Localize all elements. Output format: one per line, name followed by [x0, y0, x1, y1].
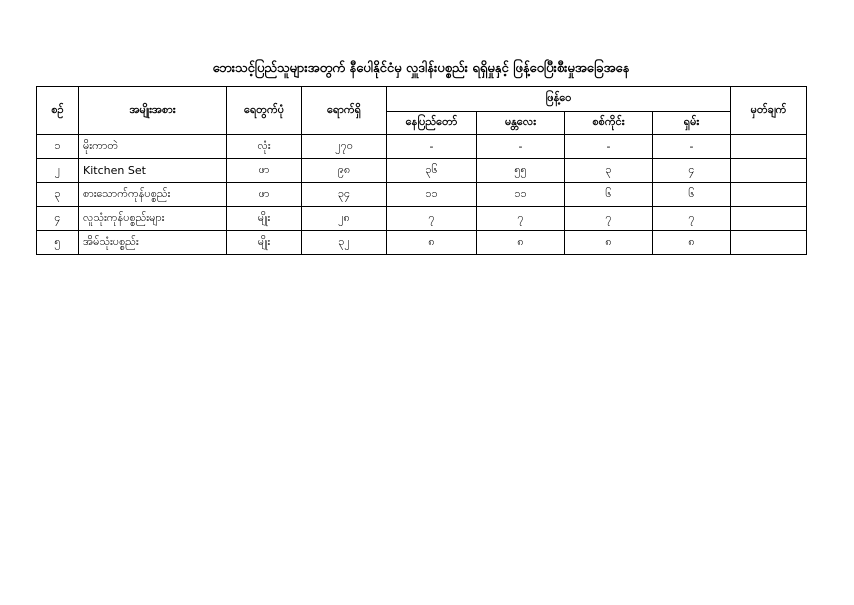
table-row [37, 159, 807, 183]
cell-unit: လုံး [227, 135, 302, 159]
cell-unit: ဖာ [227, 159, 302, 183]
cell-dist-mandalay: ၅၅ [477, 159, 565, 183]
cell-item: စားသောက်ကုန်ပစ္စည်း [79, 183, 227, 207]
cell-item: Kitchen Set [79, 159, 227, 183]
cell-received: ၃၄ [302, 183, 387, 207]
cell-dist-mandalay: ၇ [477, 207, 565, 231]
cell-dist-mandalay: ၁၁ [477, 183, 565, 207]
cell-item: အိမ်သုံးပစ္စည်း [79, 231, 227, 255]
cell-dist-sagaing: ၃ [565, 159, 653, 183]
cell-received: ၂၈ [302, 207, 387, 231]
cell-dist-naypyitaw: ၃၆ [387, 159, 477, 183]
cell-remark [731, 207, 807, 231]
cell-dist-shan: - [653, 135, 731, 159]
cell-remark [731, 183, 807, 207]
table-row [37, 207, 807, 231]
cell-unit: ဖာ [227, 183, 302, 207]
header-region-sagaing: စစ်ကိုင်း [565, 112, 653, 135]
cell-serial: ၃ [37, 183, 79, 207]
cell-serial: ၁ [37, 135, 79, 159]
cell-item: လူသုံးကုန်ပစ္စည်းများ [79, 207, 227, 231]
table-row [37, 231, 807, 255]
table-row [37, 135, 807, 159]
header-remarks: မှတ်ချက် [731, 87, 807, 135]
cell-remark [731, 159, 807, 183]
cell-dist-shan: ၆ [653, 183, 731, 207]
cell-dist-sagaing: ၇ [565, 207, 653, 231]
header-region-naypyitaw: နေပြည်တော် [387, 112, 477, 135]
cell-unit: မျိုး [227, 231, 302, 255]
cell-received: ၉၈ [302, 159, 387, 183]
cell-dist-shan: ၄ [653, 159, 731, 183]
cell-dist-sagaing: - [565, 135, 653, 159]
cell-dist-mandalay: - [477, 135, 565, 159]
cell-dist-sagaing: ၈ [565, 231, 653, 255]
header-received: ရောက်ရှိ [302, 87, 387, 135]
header-distribution: ဖြန့်ဝေ [387, 87, 731, 112]
cell-serial: ၄ [37, 207, 79, 231]
cell-serial: ၂ [37, 159, 79, 183]
distribution-table [36, 86, 807, 255]
header-serial: စဉ် [37, 87, 79, 135]
page-title: ဘေးသင့်ပြည်သူများအတွက် နီပေါနိုင်ငံမှ လှူဒါန်းပစ္စည်း ရရှိမှုနှင့် ဖြန့်ဝေပြီးစီးမှုအခြေအနေ [212, 61, 630, 76]
cell-dist-naypyitaw: ၁၁ [387, 183, 477, 207]
header-region-shan: ရှမ်း [653, 112, 731, 135]
table-row [37, 183, 807, 207]
header-unit: ရေတွက်ပုံ [227, 87, 302, 135]
header-category: အမျိုးအစား [79, 87, 227, 135]
header-region-mandalay: မန္တလေး [477, 112, 565, 135]
cell-dist-naypyitaw: ၈ [387, 231, 477, 255]
cell-dist-mandalay: ၈ [477, 231, 565, 255]
cell-dist-shan: ၇ [653, 207, 731, 231]
cell-remark [731, 135, 807, 159]
cell-received: ၂၇၀ [302, 135, 387, 159]
cell-serial: ၅ [37, 231, 79, 255]
cell-received: ၃၂ [302, 231, 387, 255]
cell-dist-naypyitaw: ၇ [387, 207, 477, 231]
cell-unit: မျိုး [227, 207, 302, 231]
cell-remark [731, 231, 807, 255]
cell-item: မိုးကာတဲ [79, 135, 227, 159]
cell-dist-shan: ၈ [653, 231, 731, 255]
cell-dist-naypyitaw: - [387, 135, 477, 159]
cell-dist-sagaing: ၆ [565, 183, 653, 207]
